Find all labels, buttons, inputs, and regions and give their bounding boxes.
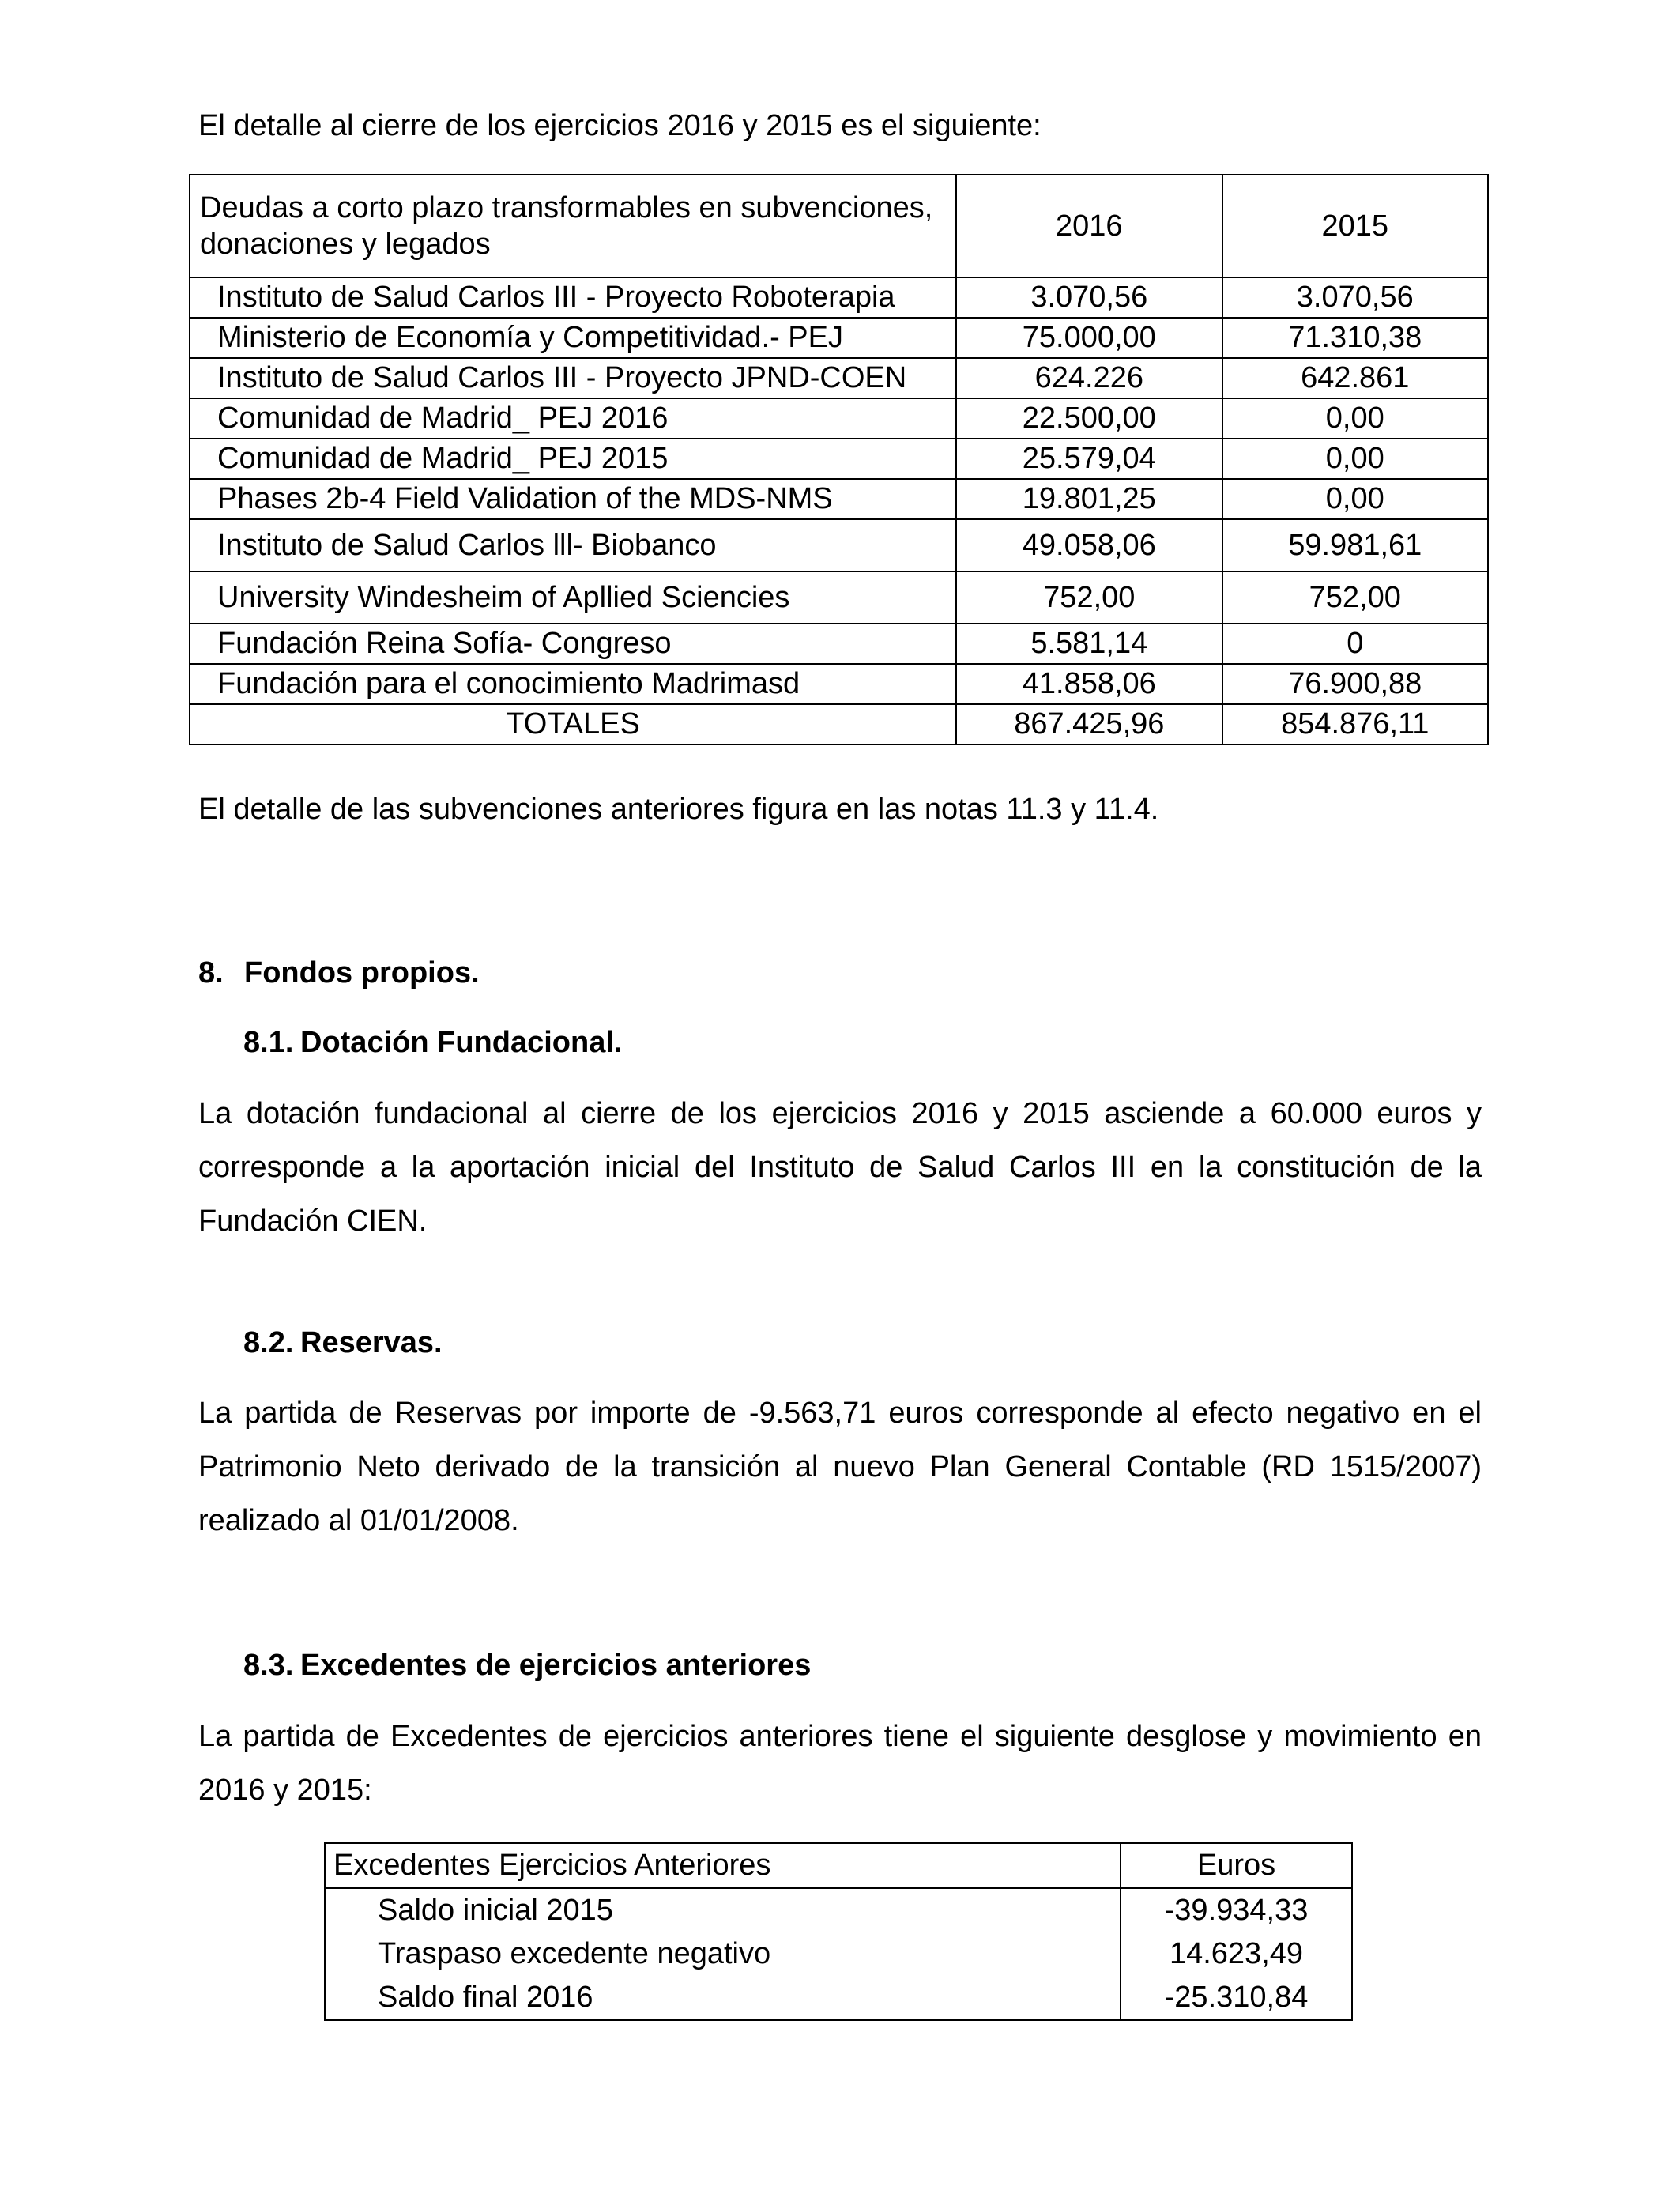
row-concept: Traspaso excedente negativo [325,1932,1121,1976]
row-value-2015: 71.310,38 [1222,318,1488,358]
row-description: Comunidad de Madrid_ PEJ 2015 [190,439,956,479]
row-value-2016: 75.000,00 [956,318,1222,358]
section-8-heading [198,953,480,993]
row-description: Instituto de Salud Carlos lll- Biobanco [190,519,956,571]
row-description: Fundación Reina Sofía- Congreso [190,624,956,664]
table-row [190,571,1488,624]
table-row [190,439,1488,479]
totals-label: TOTALES [190,704,956,745]
table-row [190,624,1488,664]
table-row [190,358,1488,398]
row-value-2016: 3.070,56 [956,277,1222,318]
section-number: 8.1. [243,1026,294,1059]
row-description: Instituto de Salud Carlos III - Proyecto JPND-COEN [190,358,956,398]
excedentes-paragraph: La partida de Excedentes de ejercicios anteriores tiene el siguiente desglose y movimiento en 2016 y 2015: [198,1720,1482,1807]
row-description: Ministerio de Economía y Competitividad.- PEJ [190,318,956,358]
row-value-2015: 0 [1222,624,1488,664]
table-row [325,1932,1352,1976]
row-value-2015: 0,00 [1222,439,1488,479]
row-value-2016: 41.858,06 [956,664,1222,704]
section-8-1-heading [243,1023,622,1062]
header-concept: Excedentes Ejercicios Anteriores [325,1843,1121,1888]
table-row [190,277,1488,318]
table-row [325,1976,1352,2020]
row-concept: Saldo final 2016 [325,1976,1121,2020]
row-amount: -25.310,84 [1121,1976,1352,2020]
row-description: University Windesheim of Apllied Sciencies [190,571,956,624]
total-2016: 867.425,96 [956,704,1222,745]
header-description: Deudas a corto plazo transformables en subvenciones, donaciones y legados [190,175,956,277]
row-value-2015: 3.070,56 [1222,277,1488,318]
row-value-2016: 22.500,00 [956,398,1222,439]
row-value-2015: 0,00 [1222,398,1488,439]
dotacion-paragraph: La dotación fundacional al cierre de los ejercicios 2016 y 2015 asciende a 60.000 euros y corresponde a la aportación inicial del Instituto de Salud Carlos III en la constitución de la Fundación CIEN. [198,1097,1482,1238]
totals-row [190,704,1488,745]
row-value-2015: 0,00 [1222,479,1488,519]
row-description: Phases 2b-4 Field Validation of the MDS-NMS [190,479,956,519]
table-row [190,519,1488,571]
section-title: Excedentes de ejercicios anteriores [300,1649,812,1682]
row-description: Comunidad de Madrid_ PEJ 2016 [190,398,956,439]
header-2015: 2015 [1222,175,1488,277]
table-row [190,479,1488,519]
section-8-3-heading [243,1646,811,1685]
total-2015: 854.876,11 [1222,704,1488,745]
row-value-2015: 76.900,88 [1222,664,1488,704]
header-euros: Euros [1121,1843,1352,1888]
table-row [190,398,1488,439]
row-amount: 14.623,49 [1121,1932,1352,1976]
table-header-row [325,1843,1352,1888]
row-amount: -39.934,33 [1121,1888,1352,1932]
section-number: 8.3. [243,1649,294,1682]
section-title: Dotación Fundacional. [300,1026,623,1059]
section-title: Reservas. [300,1326,443,1359]
row-value-2016: 19.801,25 [956,479,1222,519]
row-value-2016: 25.579,04 [956,439,1222,479]
header-2016: 2016 [956,175,1222,277]
table-row [190,318,1488,358]
section-8-2-heading [243,1323,443,1363]
row-concept: Saldo inicial 2015 [325,1888,1121,1932]
section-title: Fondos propios. [244,956,480,990]
table-row [190,664,1488,704]
table-row [325,1888,1352,1932]
surplus-table [324,1842,1353,2021]
row-value-2016: 5.581,14 [956,624,1222,664]
row-value-2015: 642.861 [1222,358,1488,398]
row-value-2015: 59.981,61 [1222,519,1488,571]
section-number: 8.2. [243,1326,294,1359]
row-value-2016: 624.226 [956,358,1222,398]
note-paragraph: El detalle de las subvenciones anteriores figura en las notas 11.3 y 11.4. [198,793,1159,826]
row-value-2016: 752,00 [956,571,1222,624]
row-description: Instituto de Salud Carlos III - Proyecto Roboterapia [190,277,956,318]
row-value-2015: 752,00 [1222,571,1488,624]
section-number: 8. [198,956,224,990]
table-header-row [190,175,1488,277]
row-description: Fundación para el conocimiento Madrimasd [190,664,956,704]
debts-table [189,174,1489,745]
row-value-2016: 49.058,06 [956,519,1222,571]
reservas-paragraph: La partida de Reservas por importe de -9.563,71 euros corresponde al efecto negativo en el Patrimonio Neto derivado de la transición al nuevo Plan General Contable (RD 1515/2007) realizado al 01/01/2008. [198,1397,1482,1537]
intro-paragraph: El detalle al cierre de los ejercicios 2016 y 2015 es el siguiente: [198,109,1042,142]
